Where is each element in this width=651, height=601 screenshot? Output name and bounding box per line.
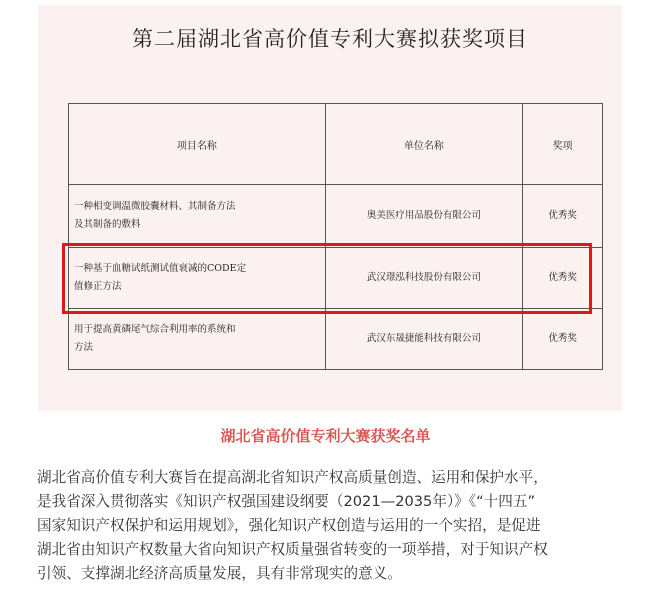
project-name-line: 值修正方法 <box>74 281 122 292</box>
header-award: 奖项 <box>523 104 603 185</box>
document-title: 第二届湖北省高价值专利大赛拟获奖项目 <box>132 27 528 51</box>
paragraph-line: 引领、支撑湖北经济高质量发展，具有非常现实的意义。 <box>37 565 402 582</box>
award-cell: 优秀奖 <box>523 185 603 248</box>
project-name-cell <box>69 309 326 370</box>
paragraph-line: 湖北省由知识产权数量大省向知识产权质量强省转变的一项举措，对于知识产权 <box>37 541 548 558</box>
project-name-cell <box>69 185 326 248</box>
paragraph-line: 湖北省高价值专利大赛旨在提高湖北省知识产权高质量创造、运用和保护水平， <box>37 469 548 486</box>
project-name-line: 方法 <box>74 342 94 353</box>
project-name-line: 一种基于血糖试纸测试值衰减的CODE定 <box>74 263 247 274</box>
paragraph-line: 国家知识产权保护和运用规划》，强化知识产权创造与运用的一个实招，是促进 <box>37 517 541 534</box>
unit-name-cell: 奥美医疗用品股份有限公司 <box>325 185 522 248</box>
project-name-line: 一种相变调温微胶囊材料、其制备方法 <box>74 201 236 212</box>
table-row <box>69 309 603 370</box>
highlight-box <box>62 243 592 314</box>
table-header-row <box>69 104 603 185</box>
header-unit-name: 单位名称 <box>325 104 522 185</box>
award-document-image <box>38 5 622 411</box>
awards-table <box>68 103 603 370</box>
award-cell: 优秀奖 <box>523 248 603 309</box>
image-caption: 湖北省高价值专利大赛获奖名单 <box>220 427 431 445</box>
article-paragraph <box>37 466 627 586</box>
project-name-line: 及其制备的敷料 <box>74 219 141 230</box>
paragraph-line: 是我省深入贯彻落实《知识产权强国建设纲要（2021—2035年）》《“十四五” <box>37 493 536 510</box>
header-project-name: 项目名称 <box>69 104 326 185</box>
project-name-line: 用于提高黄磷尾气综合利用率的系统和 <box>74 324 236 335</box>
table-row <box>69 185 603 248</box>
award-cell: 优秀奖 <box>523 309 603 370</box>
unit-name-cell: 武汉璟泓科技股份有限公司 <box>325 248 522 309</box>
unit-name-cell: 武汉东晟捷能科技有限公司 <box>325 309 522 370</box>
